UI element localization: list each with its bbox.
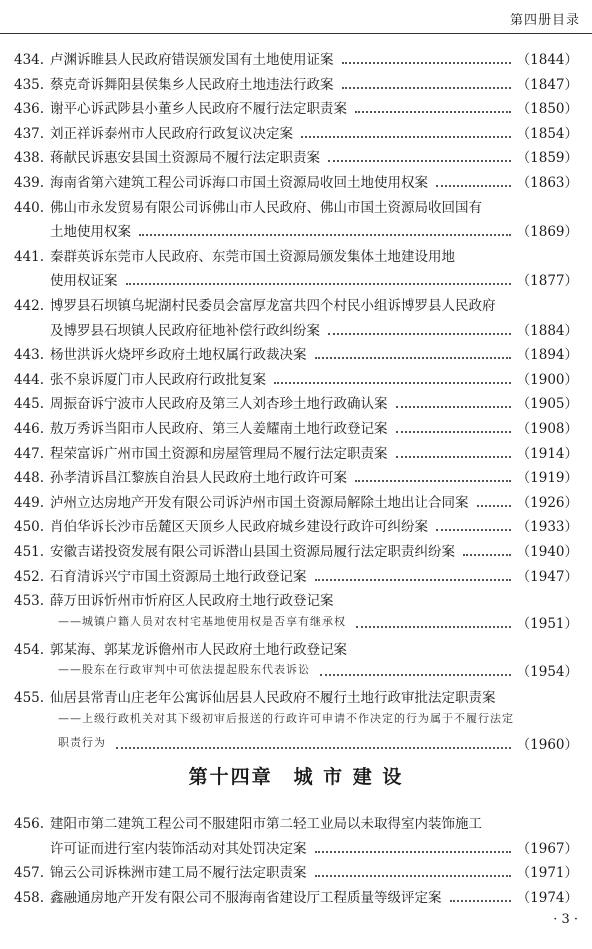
entry-number: 441. (14, 248, 45, 265)
entry-title: 石育清诉兴宁市国土资源局土地行政登记案 (50, 568, 307, 585)
toc-entry-line (0, 294, 592, 318)
toc-entry-line (0, 122, 592, 146)
leader-dots (328, 160, 511, 162)
toc-entry-line (0, 417, 592, 441)
entry-page: （1951） (516, 615, 578, 632)
toc-entry-line (0, 812, 592, 836)
entry-number: 455. (14, 690, 45, 707)
entry-title: 泸州立达房地产开发有限公司诉泸州市国土资源局解除土地出让合同案 (50, 494, 469, 511)
entry-title: 卢渊诉睢县人民政府错误颁发国有土地使用证案 (50, 52, 334, 68)
entry-title: 使用权证案 (50, 273, 118, 290)
entry-number: 443. (14, 347, 45, 364)
page-header (0, 0, 592, 38)
leader-dots (396, 431, 511, 433)
toc-entry-line (0, 73, 592, 97)
header-title: 第四册目录 (509, 13, 580, 28)
entry-number: 440. (14, 199, 45, 216)
toc-entry-line (0, 442, 592, 466)
toc-entry-line (0, 686, 592, 710)
entry-title: 敖万秀诉当阳市人民政府、第三人姜耀南土地行政登记案 (50, 421, 388, 437)
entry-title: 建阳市第二建筑工程公司不服建阳市第二轻工业局以未取得室内装饰施工 (50, 816, 482, 832)
entry-title: 海南省第六建筑工程公司诉海口市国土资源局收回土地使用权案 (50, 175, 428, 191)
toc-entry-line (0, 540, 592, 564)
entry-title: 鑫融通房地产开发有限公司不服海南省建设厅工程质量等级评定案 (50, 889, 442, 906)
entry-page: （1971） (516, 865, 578, 882)
entry-subtitle-text: ——股东在行政审判中可依法提起股东代表诉讼 (58, 663, 310, 677)
entry-number: 438. (14, 150, 45, 167)
entry-title: 仙居县常青山庄老年公寓诉仙居县人民政府不履行土地行政审批法定职责案 (50, 690, 496, 707)
entry-title: 张不泉诉厦门市人民政府行政批复案 (50, 371, 266, 388)
entry-page: （1919） (516, 470, 578, 487)
entry-number: 456. (14, 816, 45, 832)
entry-subtitle-page-row (0, 660, 592, 684)
entry-number: 454. (14, 641, 45, 658)
leader-dots (320, 674, 511, 676)
entry-number: 446. (14, 421, 45, 437)
leader-dots (477, 505, 511, 507)
toc-entry-line (0, 466, 592, 490)
toc-entry-line (0, 343, 592, 367)
entry-page: （1933） (516, 519, 578, 536)
entry-title: 博罗县石坝镇乌坭湖村民委员会富厚龙富共四个村民小组诉博罗县人民政府 (50, 298, 496, 314)
entry-number: 458. (14, 889, 45, 906)
toc-entry-line (0, 837, 592, 861)
entry-page: （1905） (516, 396, 578, 413)
leader-dots (139, 234, 511, 236)
entry-page: （1859） (516, 150, 578, 167)
leader-dots (396, 406, 511, 408)
toc-entry-line (0, 565, 592, 589)
toc-entry-line (0, 171, 592, 195)
entry-page: （1863） (516, 175, 578, 191)
entry-number: 444. (14, 371, 45, 388)
toc-entry-line (0, 245, 592, 269)
entry-title: 杨世洪诉火烧坪乡政府土地权属行政裁决案 (50, 347, 307, 364)
entry-number: 442. (14, 298, 45, 314)
toc-entry-line (0, 97, 592, 121)
entry-number: 437. (14, 125, 45, 142)
entry-title: 郭某海、郭某龙诉儋州市人民政府土地行政登记案 (50, 641, 347, 658)
entry-title: 蒋献民诉惠安县国土资源局不履行法定职责案 (50, 150, 320, 167)
entry-page: （1947） (516, 568, 578, 585)
toc-entry-line (0, 48, 592, 72)
leader-dots (126, 283, 511, 285)
entry-number: 453. (14, 593, 45, 610)
entry-page: （1844） (516, 52, 578, 68)
entry-title: 安徽吉诺投资发展有限公司诉潜山县国土资源局履行法定职责纠纷案 (50, 544, 455, 560)
page-number: · 3 · (553, 912, 578, 927)
leader-dots (355, 480, 511, 482)
toc-entry-line (0, 638, 592, 662)
entry-page: （1847） (516, 76, 578, 93)
entry-page: （1926） (516, 494, 578, 511)
leader-dots (463, 554, 511, 556)
toc-entry-line (0, 861, 592, 885)
entry-title: 许可证而进行室内装饰活动对其处罚决定案 (50, 840, 307, 857)
entry-page: （1877） (516, 273, 578, 290)
entry-title: 及博罗县石坝镇人民政府征地补偿行政纠纷案 (50, 322, 320, 339)
entry-page: （1869） (516, 224, 578, 241)
leader-dots (356, 626, 511, 628)
entry-page: （1884） (516, 322, 578, 339)
leader-dots (396, 456, 511, 458)
entry-title: 秦群英诉东莞市人民政府、东莞市国土资源局颁发集体土地建设用地 (50, 248, 455, 265)
entry-title: 孙孝清诉昌江黎族自治县人民政府土地行政许可案 (50, 470, 347, 487)
entry-subtitle-page-row (0, 612, 592, 636)
entry-page: （1914） (516, 445, 578, 462)
leader-dots (342, 87, 511, 89)
toc-entry-line (0, 319, 592, 343)
toc-entry-line (0, 886, 592, 910)
leader-dots (436, 529, 511, 531)
chapter-heading: 第十四章 城 市 建 设 (188, 766, 404, 788)
entry-title: 佛山市永发贸易有限公司诉佛山市人民政府、佛山市国土资源局收回国有 (50, 199, 482, 216)
toc-entry-line (0, 392, 592, 416)
entry-page: （1954） (516, 664, 578, 681)
entry-number: 448. (14, 470, 45, 487)
entry-number: 449. (14, 494, 45, 511)
leader-dots (436, 185, 511, 187)
entry-number: 435. (14, 76, 45, 93)
entry-number: 451. (14, 544, 45, 560)
entry-page: （1900） (516, 371, 578, 388)
entry-title: 周振奋诉宁波市人民政府及第三人刘杏珍土地行政确认案 (50, 396, 388, 413)
entry-number: 447. (14, 445, 45, 462)
toc-entry-line (0, 196, 592, 220)
leader-dots (342, 62, 511, 64)
entry-page: （1908） (516, 421, 578, 437)
header-rule (0, 33, 592, 34)
entry-page: （1960） (516, 737, 578, 753)
leader-dots (315, 579, 511, 581)
entry-title: 刘正祥诉泰州市人民政府行政复议决定案 (50, 125, 293, 142)
entry-title: 谢平心诉武陟县小董乡人民政府不履行法定职责案 (50, 101, 347, 118)
toc-entry-line (0, 269, 592, 293)
toc-entry-line (0, 491, 592, 515)
entry-page: （1967） (516, 840, 578, 857)
entry-number: 434. (14, 52, 45, 68)
entry-title: 程荣富诉广州市国土资源和房屋管理局不履行法定职责案 (50, 445, 388, 462)
leader-dots (274, 382, 511, 384)
toc-entry-line (0, 220, 592, 244)
entry-page: （1940） (516, 544, 578, 560)
entry-title: 锦云公司诉株洲市建工局不履行法定职责案 (50, 865, 307, 882)
entry-number: 457. (14, 865, 45, 882)
entry-number: 445. (14, 396, 45, 413)
leader-dots (315, 875, 511, 877)
entry-subtitle-text: 职责行为 (58, 736, 106, 749)
entry-subtitle-text: ——城镇户籍人员对农村宅基地使用权是否享有继承权 (58, 614, 346, 628)
entry-page: （1850） (516, 101, 578, 118)
entry-number: 452. (14, 568, 45, 585)
entry-title: 肖伯华诉长沙市岳麓区天顶乡人民政府城乡建设行政许可纠纷案 (50, 519, 428, 536)
toc-entry-line (0, 368, 592, 392)
entry-subtitle-text: ——上级行政机关对其下级初审后报送的行政许可申请不作决定的行为属于不履行法定 (58, 712, 514, 725)
leader-dots (315, 851, 511, 853)
leader-dots (328, 333, 511, 335)
leader-dots (116, 747, 511, 749)
entry-subtitle-page-row (0, 733, 592, 757)
entry-subtitle (58, 709, 568, 729)
entry-title: 薛万田诉忻州市忻府区人民政府土地行政登记案 (50, 593, 334, 610)
leader-dots (450, 900, 511, 902)
leader-dots (355, 111, 511, 113)
toc-entry-line (0, 146, 592, 170)
entry-number: 439. (14, 175, 45, 191)
entry-number: 436. (14, 101, 45, 118)
leader-dots (315, 357, 511, 359)
entry-title: 土地使用权案 (50, 224, 131, 241)
entry-number: 450. (14, 519, 45, 536)
entry-page: （1974） (516, 889, 578, 906)
entry-title: 蔡克奇诉舞阳县侯集乡人民政府土地违法行政案 (50, 76, 334, 93)
entry-page: （1894） (516, 347, 578, 364)
leader-dots (301, 136, 511, 138)
toc-entry-line (0, 515, 592, 539)
entry-page: （1854） (516, 125, 578, 142)
toc-entry-line (0, 589, 592, 613)
